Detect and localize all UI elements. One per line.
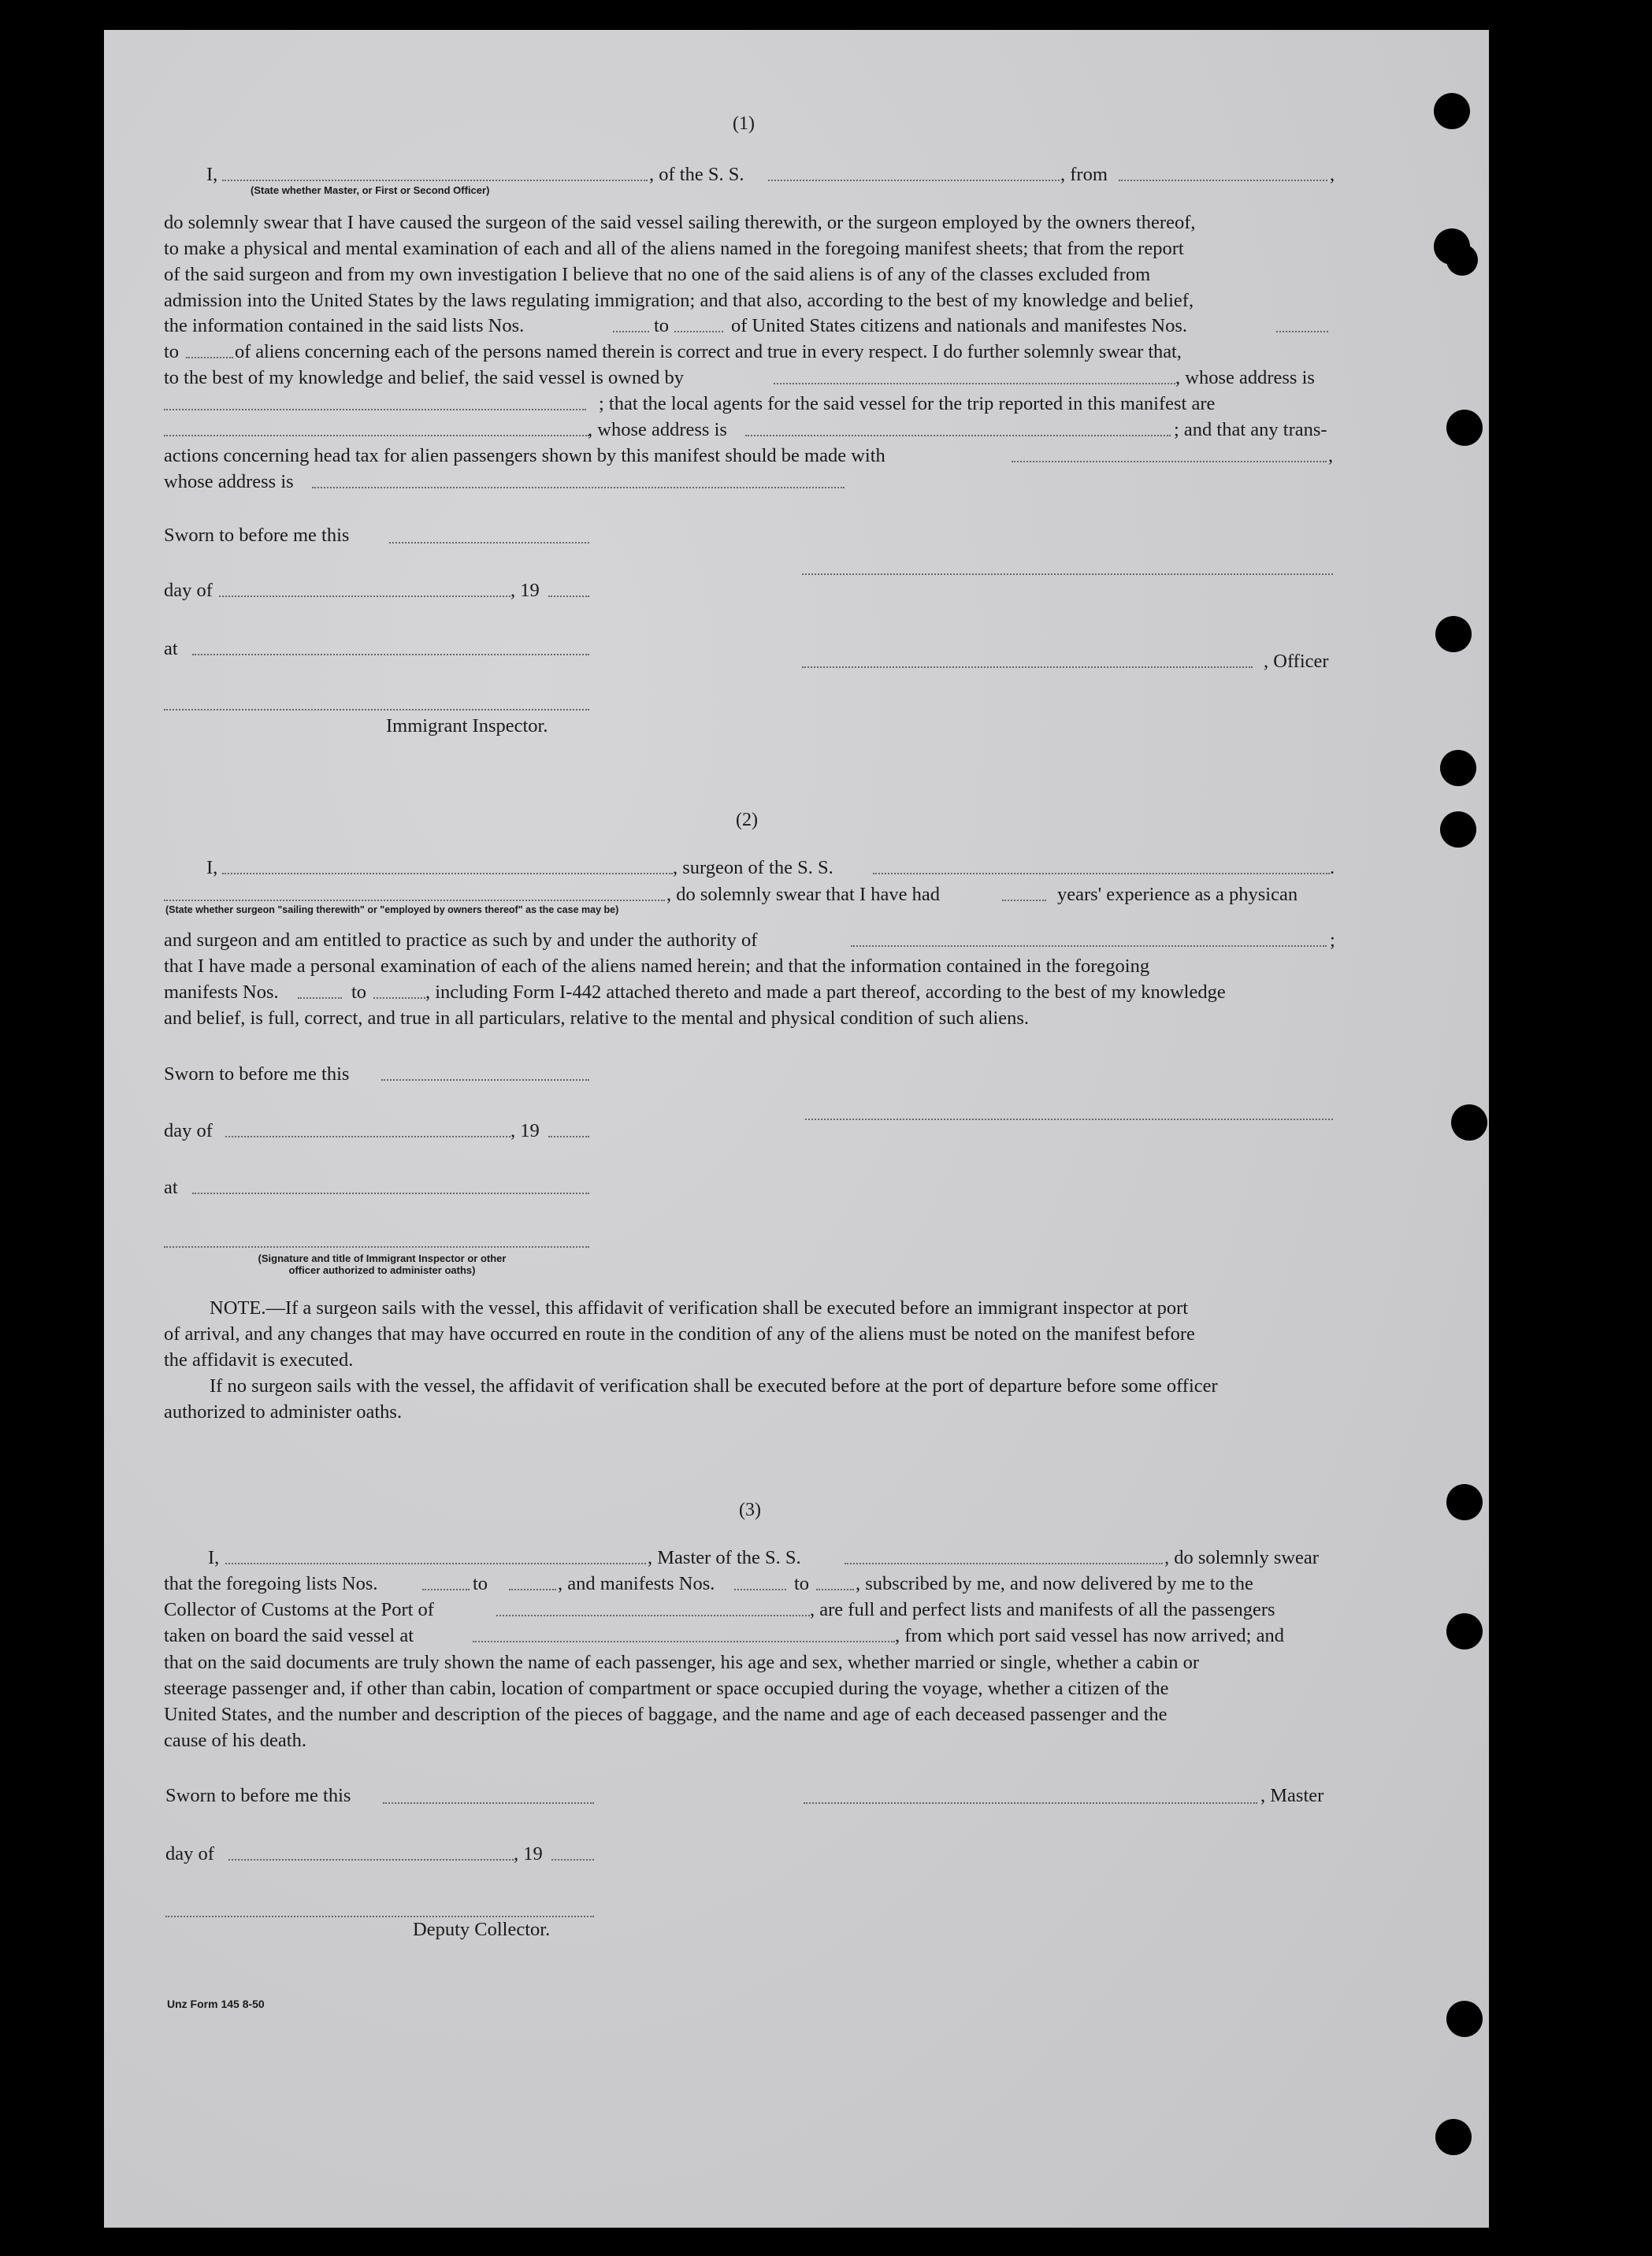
s1-ship-name-field[interactable] [768,180,1060,181]
s3-year-field[interactable] [551,1859,594,1861]
s1-year-field[interactable] [548,596,589,597]
s3-arrived-text: , from which port said vessel has now arrived; and [895,1625,1284,1646]
s3-lists-to-field[interactable] [509,1589,556,1590]
s2-note-line: NOTE.—If a surgeon sails with the vessel, this affidavit of verification shall be executed before an immigrant inspector at port [210,1297,1189,1319]
s1-lists-label: the information contained in the said lists Nos. [164,315,525,336]
s2-line1-end: . [1330,857,1335,878]
s2-manifests-label: manifests Nos. [164,981,279,1003]
s2-ship-name-field[interactable] [873,873,1330,874]
s3-subscribed-text: , subscribed by me, and now delivered by me to the [856,1573,1253,1594]
form-code: Unz Form 145 8-50 [167,1998,265,2010]
section-3-number: (3) [739,1500,761,1520]
s2-surgeon-note: (State whether surgeon "sailing therewith" or "employed by owners thereof" as the case may be) [165,904,619,915]
s3-master-label: , Master of the S. S. [648,1547,801,1568]
s1-actions-comma: , [1328,445,1334,466]
punch-hole [1434,93,1470,129]
s3-swear-label: , do solemnly swear [1164,1547,1319,1568]
s1-actions-label: actions concerning head tax for alien passengers shown by this manifest should be made with [164,445,885,466]
s1-inspector-signature-field[interactable] [164,709,589,711]
s2-surgeon-name-field[interactable] [222,873,673,874]
s3-full-lists-text: , are full and perfect lists and manifests of all the passengers [810,1599,1275,1620]
s3-sworn-day-field[interactable] [383,1802,594,1804]
s2-signature-note-2: officer authorized to administer oaths) [288,1264,476,1276]
s1-body-line: admission into the United States by the laws regulating immigration; and that also, according to the best of my knowledge and belief, [164,290,1194,311]
s3-sworn-label: Sworn to before me this [165,1785,351,1806]
s3-lists-label: that the foregoing lists Nos. [164,1573,378,1594]
s1-body-line: do solemnly swear that I have caused the surgeon of the said vessel sailing therewith, or the surgeon employed by the owners thereof, [164,212,1196,233]
s1-officer-name-field[interactable] [222,180,648,181]
s3-body-line: United States, and the number and description of the pieces of baggage, and the name and age of each deceased passenger and the [164,1704,1168,1725]
s3-taken-label: taken on board the said vessel at [164,1625,414,1646]
s1-agents-field[interactable] [164,435,589,436]
s3-month-field[interactable] [228,1859,514,1861]
s3-body [164,1649,1338,1753]
s2-belief-text: and belief, is full, correct, and true in all particulars, relative to the mental and physical condition of such aliens. [164,1007,1030,1029]
s2-year-label: , 19 [510,1120,540,1141]
s2-note-line: of arrival, and any changes that may have occurred en route in the condition of any of the aliens must be noted on the manifest before [164,1323,1195,1345]
s1-head-tax-field[interactable] [1012,461,1327,462]
s1-from-label: , from [1060,164,1108,185]
s3-year-label: , 19 [514,1843,543,1865]
s1-at-field[interactable] [192,654,589,655]
s1-trans-label: ; and that any trans- [1174,419,1327,440]
s3-manifests-label: , and manifests Nos. [558,1573,715,1594]
s1-owner-address-field[interactable] [164,409,586,410]
s2-sworn-label: Sworn to before me this [164,1063,350,1085]
punch-hole [1435,2119,1472,2155]
s2-note-line: authorized to administer oaths. [164,1401,403,1423]
s1-aliens-text: of aliens concerning each of the persons named therein is correct and true in every respect. I do further solemnly swear that, [235,341,1182,362]
s2-swear-label: , do solemnly swear that I have had [666,884,940,905]
s2-manifests-to: to [351,981,367,1003]
punch-hole [1446,2001,1483,2037]
s3-body-line: steerage passenger and, if other than cabin, location of compartment or space occupied during the voyage, whether a citizen of the [164,1678,1169,1699]
s2-at-label: at [164,1177,178,1198]
s2-note [164,1295,1335,1425]
s2-manifests-to-field[interactable] [373,997,425,999]
s1-lists-to: to [654,315,670,336]
punch-hole [1446,1484,1483,1520]
s1-inspector-label: Immigrant Inspector. [386,715,548,737]
s3-ship-name-field[interactable] [845,1563,1163,1564]
s1-day-of-label: day of [164,580,213,601]
s1-i-label: I, [206,164,218,185]
s3-body-line: that on the said documents are truly shown the name of each passenger, his age and sex, whether married or single, whether a cabin or [164,1652,1200,1673]
s2-signature-note-1: (Signature and title of Immigrant Inspector or other [258,1252,507,1264]
s3-lists-from-field[interactable] [422,1589,470,1590]
s1-agents-address-field[interactable] [745,435,1171,436]
s1-sworn-label: Sworn to before me this [164,525,350,546]
s1-body-line: to make a physical and mental examination of each and all of the aliens named in the foregoing manifest sheets; that from the report [164,238,1184,259]
s1-sworn-day-field[interactable] [389,542,589,544]
s1-owner-address-label: , whose address is [1175,367,1315,388]
punch-hole [1446,1613,1483,1649]
section-2-number: (2) [736,810,758,830]
s2-year-field[interactable] [548,1136,589,1137]
s1-at-label: at [164,638,178,659]
s1-from-field[interactable] [1119,180,1327,181]
s2-surgeon-type-field[interactable] [164,900,665,901]
s1-year-label: , 19 [510,580,540,601]
s2-manifests-from-field[interactable] [298,997,342,999]
s2-authority-label: and surgeon and am entitled to practice as such by and under the authority of [164,929,758,951]
punch-hole [1446,244,1478,276]
s1-agents-label: ; that the local agents for the said vessel for the trip reported in this manifest are [599,393,1216,414]
s1-month-field[interactable] [219,596,510,597]
s3-i-label: I, [208,1547,220,1568]
s3-collector-label: Collector of Customs at the Port of [164,1599,434,1620]
s2-surgeon-of-label: , surgeon of the S. S. [673,857,833,878]
s1-lists-citizens: of United States citizens and nationals and manifestes Nos. [731,315,1188,336]
s1-officer-label: , Officer [1264,651,1329,672]
s3-body-line: cause of his death. [164,1730,306,1751]
s2-surgeon-signature-field[interactable] [805,1119,1333,1120]
s1-head-tax-address-field[interactable] [312,487,845,488]
s1-owner-field[interactable] [774,383,1175,384]
s3-master-name-field[interactable] [225,1563,646,1564]
s3-day-of-label: day of [165,1843,214,1865]
s2-i-label: I, [206,857,218,878]
s2-exam-text: that I have made a personal examination of each of the aliens named herein; and that the information contained in the foregoing [164,955,1150,977]
s3-port-of-departure-field[interactable] [473,1641,895,1642]
s3-master-signature-field[interactable] [804,1802,1257,1804]
s1-officer-note: (State whether Master, or First or Second Officer) [251,184,490,196]
s1-from-comma: , [1330,164,1335,185]
s1-to-label: to [164,341,180,362]
punch-hole [1440,811,1476,848]
punch-hole [1446,410,1483,446]
s2-at-field[interactable] [192,1193,589,1194]
s2-years-field[interactable] [1002,900,1046,901]
s3-deputy-label: Deputy Collector. [413,1919,551,1940]
punch-hole [1451,1104,1487,1141]
s2-inspector-signature-field[interactable] [164,1246,589,1248]
s2-day-of-label: day of [164,1120,213,1141]
s3-manifests-from-field[interactable] [734,1589,786,1590]
s3-manifests-to: to [794,1573,810,1594]
s2-authority-field[interactable] [851,945,1327,947]
s1-manifests-to-field[interactable] [186,357,233,358]
s2-month-field[interactable] [225,1136,510,1137]
s1-lists-from-field[interactable] [613,331,649,332]
punch-hole [1435,616,1472,652]
s2-including-text: , including Form I-442 attached thereto and made a part thereof, according to the best of my knowledge [425,981,1226,1003]
s1-officer-signature-line-2[interactable] [802,666,1253,668]
s1-of-ss-label: , of the S. S. [649,164,744,185]
s2-years-label: years' experience as a physican [1057,884,1298,905]
s1-manifests-from-field[interactable] [1276,331,1328,332]
s3-master-sig-label: , Master [1260,1785,1324,1806]
s1-lists-to-field[interactable] [674,331,723,332]
s3-lists-to: to [473,1573,488,1594]
s1-body-line: of the said surgeon and from my own investigation I believe that no one of the said aliens is of any of the classes excluded from [164,264,1151,285]
s1-body [164,210,1335,314]
s1-whose-label: whose address is [164,471,294,492]
section-1-number: (1) [733,113,755,134]
s3-port-field[interactable] [496,1615,810,1616]
s2-note-line: the affidavit is executed. [164,1349,354,1371]
s1-officer-signature-line-1[interactable] [802,573,1333,575]
punch-hole [1440,750,1476,786]
s1-owned-label: to the best of my knowledge and belief, the said vessel is owned by [164,367,684,388]
s2-sworn-day-field[interactable] [381,1079,589,1081]
s1-agents-address-label: , whose address is [588,419,727,440]
s3-manifests-to-field[interactable] [816,1589,854,1590]
s2-note-line: If no surgeon sails with the vessel, the affidavit of verification shall be executed before at the port of departure before some officer [210,1375,1218,1397]
s2-authority-end: ; [1330,929,1335,951]
